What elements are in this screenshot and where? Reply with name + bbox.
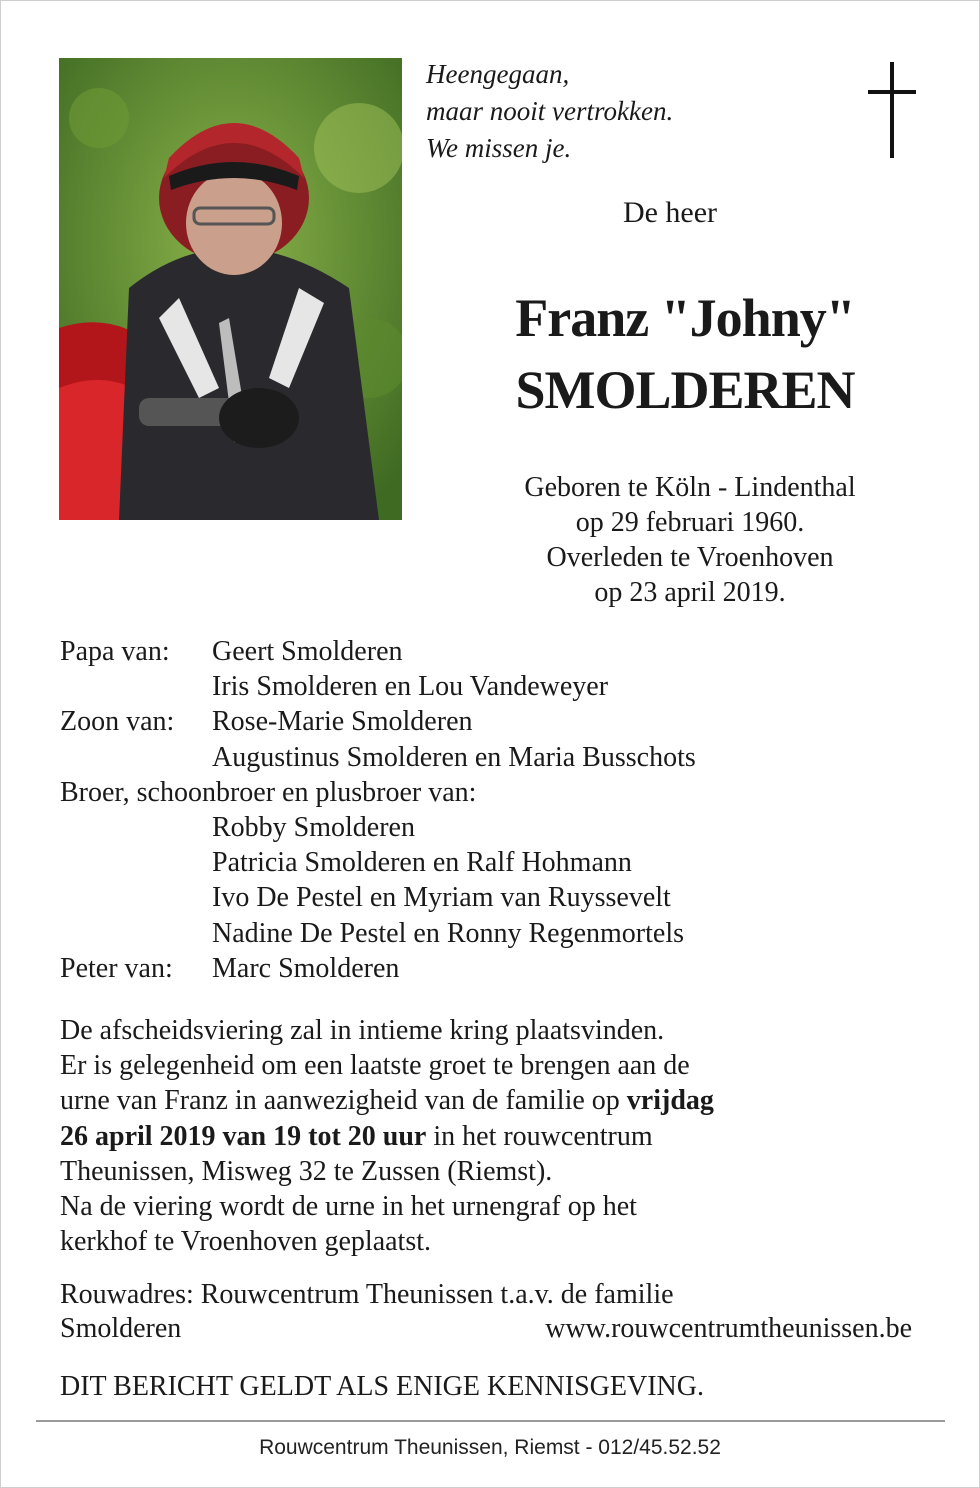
family-member: Geert Smolderen	[212, 636, 403, 667]
ceremony-line: Er is gelegenheid om een laatste groet te brengen aan de	[60, 1050, 690, 1082]
ceremony-line: 26 april 2019 van 19 tot 20 uur in het rouwcentrum	[60, 1120, 653, 1152]
ceremony-line: Theunissen, Misweg 32 te Zussen (Riemst).	[60, 1155, 553, 1187]
zoon-label: Zoon van:	[60, 706, 175, 738]
birth-date: op 29 februari 1960.	[575, 507, 805, 538]
name-first: Franz "Johny"	[515, 288, 855, 348]
family-member: Ivo De Pestel en Myriam van Ruyssevelt	[212, 882, 671, 914]
quote	[426, 56, 673, 167]
ceremony-day: vrijdag	[626, 1085, 714, 1117]
deceased-name	[440, 282, 930, 426]
death-place: Overleden te Vroenhoven	[546, 542, 834, 573]
quote-line: Heengegaan,	[426, 59, 570, 89]
family-list	[60, 634, 696, 986]
ceremony-line: urne van Franz in aanwezigheid van de familie op vrijdag	[60, 1085, 714, 1117]
ceremony-datetime: 26 april 2019 van 19 tot 20 uur	[60, 1120, 427, 1152]
ceremony-line: De afscheidsviering zal in intieme kring plaatsvinden.	[60, 1015, 665, 1046]
salutation: De heer	[622, 196, 718, 229]
birth-place: Geboren te Köln - Lindenthal	[524, 472, 856, 503]
family-member: Nadine De Pestel en Ronny Regenmortels	[212, 917, 685, 949]
portrait-photo	[59, 58, 402, 520]
name-last: SMOLDEREN	[515, 360, 855, 420]
mourning-address	[60, 1278, 912, 1346]
family-member: Robby Smolderen	[212, 812, 415, 844]
ceremony-line: Na de viering wordt de urne in het urnengraf op het	[60, 1191, 637, 1223]
peter-label: Peter van:	[60, 952, 173, 984]
address-line: Smolderen	[60, 1313, 182, 1344]
footer: Rouwcentrum Theunissen, Riemst - 012/45.52.52	[259, 1436, 721, 1459]
quote-line: maar nooit vertrokken.	[426, 96, 674, 126]
address-line: Rouwadres: Rouwcentrum Theunissen t.a.v. de familie	[60, 1279, 674, 1310]
notice: DIT BERICHT GELDT ALS ENIGE KENNISGEVING.	[60, 1371, 704, 1402]
family-member: Iris Smolderen en Lou Vandeweyer	[212, 671, 609, 703]
divider	[36, 1420, 945, 1422]
quote-line: We missen je.	[426, 133, 572, 163]
family-member: Marc Smolderen	[212, 952, 400, 984]
website-link[interactable]: www.rouwcentrumtheunissen.be	[545, 1313, 912, 1344]
family-member: Rose-Marie Smolderen	[212, 706, 473, 738]
family-member: Patricia Smolderen en Ralf Hohmann	[212, 847, 632, 879]
papa-label: Papa van:	[60, 636, 170, 667]
family-member: Augustinus Smolderen en Maria Busschots	[212, 741, 696, 773]
death-date: op 23 april 2019.	[594, 577, 786, 608]
ceremony-text	[60, 1013, 940, 1259]
broer-label: Broer, schoonbroer en plusbroer van:	[60, 776, 477, 808]
life-dates	[440, 470, 940, 610]
cross-icon	[862, 62, 922, 158]
ceremony-line: kerkhof te Vroenhoven geplaatst.	[60, 1226, 432, 1258]
